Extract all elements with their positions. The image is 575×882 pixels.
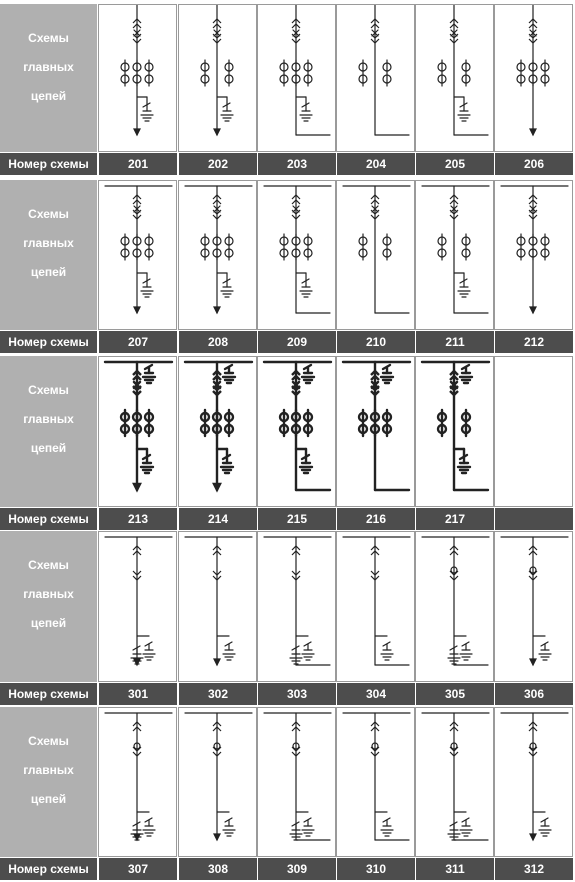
scheme-diagram-209 [257, 180, 336, 330]
scheme-diagram-207 [98, 180, 177, 330]
circuit-diagram-203 [258, 5, 337, 153]
row-label-line: Схемы [28, 734, 69, 748]
scheme-number: 202 [179, 153, 257, 175]
scheme-number: 311 [416, 858, 494, 880]
circuit-diagram-205 [416, 5, 495, 153]
row-label-line: Схемы [28, 31, 69, 45]
scheme-number: 211 [416, 331, 494, 353]
row-label-line: главных [23, 60, 74, 74]
scheme-number: 212 [495, 331, 573, 353]
circuit-diagram-304 [337, 532, 416, 683]
circuit-diagram-302 [179, 532, 258, 683]
scheme-diagram-205 [415, 4, 494, 152]
scheme-number: 303 [258, 683, 336, 705]
circuit-diagram-309 [258, 708, 337, 858]
empty-cell [494, 356, 573, 507]
scheme-diagram-312 [494, 707, 573, 857]
circuit-diagram-312 [495, 708, 574, 858]
row-label-line: главных [23, 763, 74, 777]
circuit-diagram-217 [416, 357, 495, 508]
circuit-diagram-215 [258, 357, 337, 508]
scheme-diagram-301 [98, 531, 177, 682]
row-label-line: главных [23, 587, 74, 601]
scheme-diagram-214 [178, 356, 257, 507]
row-label-line: цепей [30, 265, 67, 279]
scheme-number: 201 [99, 153, 177, 175]
scheme-number: 302 [179, 683, 257, 705]
row-label-line: цепей [30, 792, 67, 806]
scheme-diagram-309 [257, 707, 336, 857]
circuit-diagram-208 [179, 181, 258, 331]
scheme-diagram-201 [98, 4, 177, 152]
scheme-diagram-216 [336, 356, 415, 507]
circuit-diagram-206 [495, 5, 574, 153]
row-label [0, 4, 97, 152]
circuit-diagram-202 [179, 5, 258, 153]
row-label-line: Схемы [28, 558, 69, 572]
circuit-diagram-201 [99, 5, 178, 153]
row-label-line: главных [23, 236, 74, 250]
scheme-number: 213 [99, 508, 177, 530]
row-label-line: цепей [30, 616, 67, 630]
circuit-diagram-216 [337, 357, 416, 508]
circuit-diagram-308 [179, 708, 258, 858]
scheme-diagram-308 [178, 707, 257, 857]
circuit-diagram-301 [99, 532, 178, 683]
scheme-diagram-306 [494, 531, 573, 682]
scheme-diagram-213 [98, 356, 177, 507]
scheme-number-label: Номер схемы [0, 508, 97, 530]
scheme-diagram-204 [336, 4, 415, 152]
scheme-number: 301 [99, 683, 177, 705]
scheme-number: 206 [495, 153, 573, 175]
circuit-diagram-311 [416, 708, 495, 858]
scheme-number-label: Номер схемы [0, 153, 97, 175]
scheme-number: 217 [416, 508, 494, 530]
scheme-number: 307 [99, 858, 177, 880]
scheme-number: 208 [179, 331, 257, 353]
row-label [0, 356, 97, 507]
scheme-diagram-303 [257, 531, 336, 682]
row-label-line: Схемы [28, 207, 69, 221]
scheme-number: 306 [495, 683, 573, 705]
circuit-diagram-204 [337, 5, 416, 153]
scheme-diagram-311 [415, 707, 494, 857]
circuit-diagram-207 [99, 181, 178, 331]
circuit-diagram-213 [99, 357, 178, 508]
scheme-diagram-215 [257, 356, 336, 507]
scheme-number-label: Номер схемы [0, 858, 97, 880]
circuit-diagram-210 [337, 181, 416, 331]
scheme-diagram-211 [415, 180, 494, 330]
scheme-number: 210 [337, 331, 415, 353]
scheme-number: 308 [179, 858, 257, 880]
scheme-number: 207 [99, 331, 177, 353]
scheme-number: 204 [337, 153, 415, 175]
scheme-diagram-203 [257, 4, 336, 152]
circuit-diagram-310 [337, 708, 416, 858]
scheme-diagram-212 [494, 180, 573, 330]
row-label-line: Схемы [28, 383, 69, 397]
circuit-diagram-211 [416, 181, 495, 331]
scheme-diagram-304 [336, 531, 415, 682]
circuit-diagram-212 [495, 181, 574, 331]
scheme-diagram-217 [415, 356, 494, 507]
circuit-diagram-306 [495, 532, 574, 683]
scheme-number: 215 [258, 508, 336, 530]
scheme-number [495, 508, 573, 530]
circuit-diagram-303 [258, 532, 337, 683]
row-label-line: главных [23, 412, 74, 426]
circuit-diagram-305 [416, 532, 495, 683]
scheme-diagram-305 [415, 531, 494, 682]
scheme-number: 205 [416, 153, 494, 175]
row-label [0, 180, 97, 330]
circuit-diagram-209 [258, 181, 337, 331]
scheme-diagram-208 [178, 180, 257, 330]
row-label [0, 531, 97, 682]
scheme-diagram-210 [336, 180, 415, 330]
scheme-number: 209 [258, 331, 336, 353]
scheme-number: 305 [416, 683, 494, 705]
row-label [0, 707, 97, 857]
scheme-diagram-302 [178, 531, 257, 682]
scheme-number: 309 [258, 858, 336, 880]
scheme-diagram-202 [178, 4, 257, 152]
circuit-diagram-214 [179, 357, 258, 508]
scheme-number: 203 [258, 153, 336, 175]
scheme-number: 216 [337, 508, 415, 530]
scheme-diagram-310 [336, 707, 415, 857]
scheme-number: 312 [495, 858, 573, 880]
scheme-number-label: Номер схемы [0, 331, 97, 353]
scheme-diagram-307 [98, 707, 177, 857]
row-label-line: цепей [30, 441, 67, 455]
scheme-number: 310 [337, 858, 415, 880]
scheme-number: 304 [337, 683, 415, 705]
scheme-number: 214 [179, 508, 257, 530]
circuit-diagram-307 [99, 708, 178, 858]
scheme-number-label: Номер схемы [0, 683, 97, 705]
row-label-line: цепей [30, 89, 67, 103]
scheme-diagram-206 [494, 4, 573, 152]
